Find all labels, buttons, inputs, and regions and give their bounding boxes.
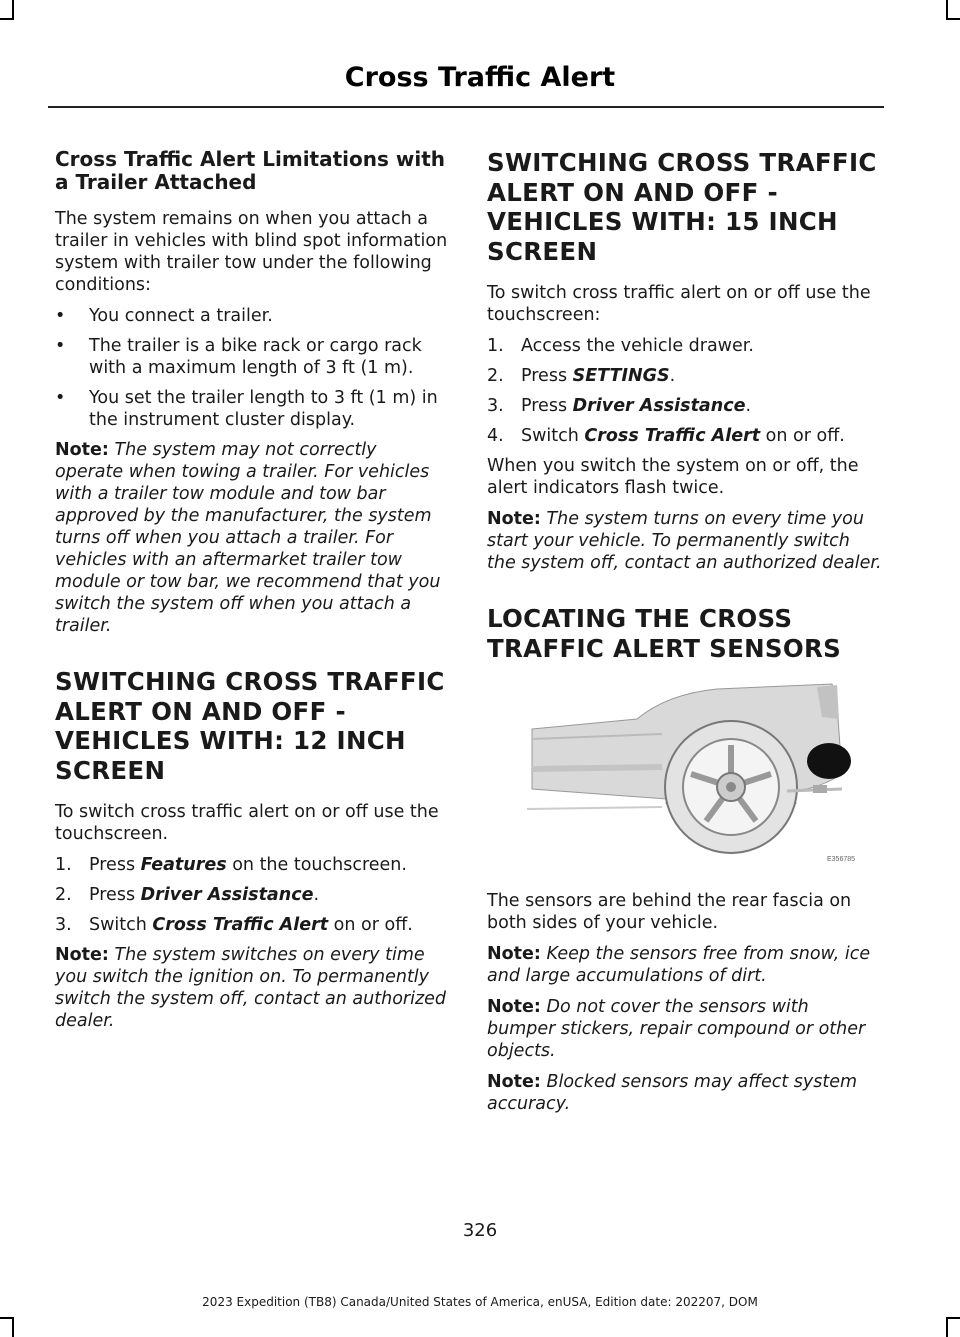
left-column [55,148,448,1041]
switch15-note: Note: The system turns on every time you start your vehicle. To permanently switch the system off, contact an authorized dealer. [487,509,882,573]
switch12-intro: To switch cross traffic alert on or off use the touchscreen. [55,802,439,844]
switch15-heading: SWITCHING CROSS TRAFFIC ALERT ON AND OFF - VEHICLES WITH: 15 INCH SCREEN [487,148,877,266]
limitations-note: Note: The system may not correctly operate when towing a trailer. For vehicles with a trailer tow module and tow bar approved by the manufacturer, the system turns off when you attach a trailer. For vehicles with an aftermarket trailer tow module or tow bar, we recommend that you switch the system off when you attach a trailer. [55,440,441,636]
page-title: Cross Traffic Alert [344,62,616,93]
crop-mark-bottom-right [946,1317,948,1337]
limitations-intro: The system remains on when you attach a trailer in vehicles with blind spot information system with trailer tow under the following conditions: [55,209,448,295]
list-item: 2. Press SETTINGS. [487,366,676,386]
switch15-after: When you switch the system on or off, the alert indicators flash twice. [487,456,859,498]
list-item: • You connect a trailer. [55,306,273,326]
list-item: • The trailer is a bike rack or cargo rack with a maximum length of 3 ft (1 m). [55,336,422,378]
sensor-location-figure [487,679,882,864]
list-item: 4. Switch Cross Traffic Alert on or off. [487,426,845,446]
list-item: 2. Press Driver Assistance. [55,885,320,905]
limitations-bullets [55,305,448,431]
bullet-icon: • [55,306,66,326]
list-item: 3. Press Driver Assistance. [487,396,752,416]
list-item: 1. Access the vehicle drawer. [487,336,754,356]
switch15-steps [487,335,882,447]
bullet-icon: • [55,336,66,356]
figure-code: E356785 [827,856,856,863]
locating-note-1: Note: Keep the sensors free from snow, ice and large accumulations of dirt. [487,944,871,986]
list-item: • You set the trailer length to 3 ft (1 m) in the instrument cluster display. [55,388,438,430]
crop-mark-top-left-h [0,18,14,20]
crop-mark-bottom-left-h [0,1317,14,1319]
crop-mark-bottom-right-h [946,1317,960,1319]
switch15-intro: To switch cross traffic alert on or off use the touchscreen: [487,283,871,325]
bullet-icon: • [55,388,66,408]
right-column [487,148,882,1124]
switch12-steps [55,854,448,936]
list-item: 3. Switch Cross Traffic Alert on or off. [55,915,413,935]
header-rule [48,106,884,108]
switch12-heading: SWITCHING CROSS TRAFFIC ALERT ON AND OFF - VEHICLES WITH: 12 INCH SCREEN [55,667,445,785]
crop-mark-top-right-h [946,18,960,20]
limitations-heading: Cross Traffic Alert Limitations with a Trailer Attached [55,147,446,194]
locating-note-3: Note: Blocked sensors may affect system accuracy. [487,1072,858,1114]
locating-heading: LOCATING THE CROSS TRAFFIC ALERT SENSORS [487,604,842,663]
locating-body: The sensors are behind the rear fascia on both sides of your vehicle. [487,891,852,933]
crop-mark-bottom-left [12,1317,14,1337]
edition-footer: 2023 Expedition (TB8) Canada/United States of America, enUSA, Edition date: 202207, DOM [202,1295,758,1309]
switch12-note: Note: The system switches on every time you switch the ignition on. To permanently switch the system off, contact an authorized dealer. [55,945,447,1031]
crop-mark-top-left [12,0,14,20]
page-number: 326 [462,1220,498,1241]
vehicle-rear-wheel-illustration [487,679,882,864]
crop-mark-top-right [946,0,948,20]
list-item: 1. Press Features on the touchscreen. [55,855,407,875]
locating-note-2: Note: Do not cover the sensors with bumper stickers, repair compound or other objects. [487,997,866,1061]
